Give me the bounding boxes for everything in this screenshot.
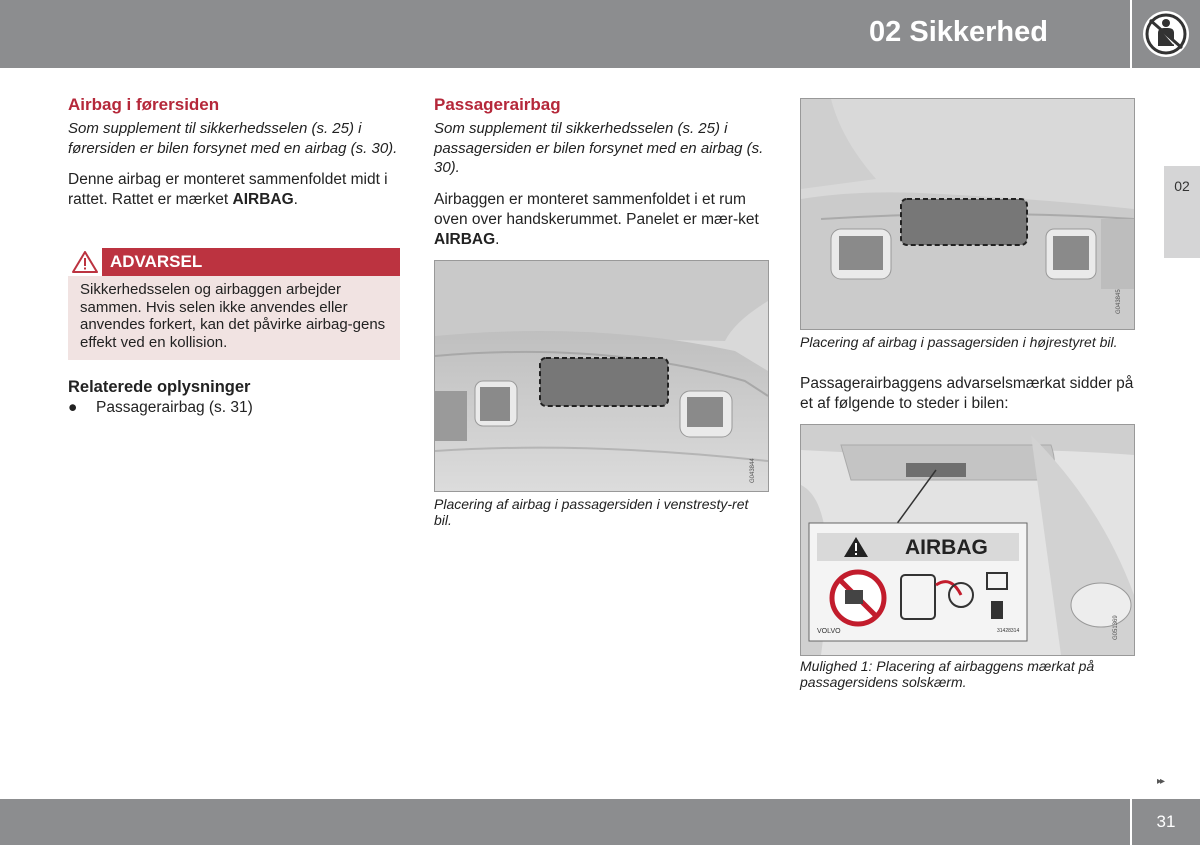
related-link-label[interactable]: Passagerairbag (s. 31) <box>96 399 253 416</box>
body-text-pre: Denne airbag er monteret sammenfoldet midt i rattet. Rattet er mærket <box>68 171 388 208</box>
warning-text: Sikkerhedsselen og airbaggen arbejder sammen. Hvis selen ikke anvendes eller anvendes forkert, kan det påvirke airbag-gens effekt ved en kollision. <box>80 281 386 351</box>
body-paragraph <box>434 190 768 250</box>
body-paragraph: Passagerairbaggens advarselsmærkat sidder på et af følgende to steder i bilen: <box>800 375 1134 412</box>
figure-right-hand-drive-dashboard <box>800 98 1135 330</box>
chapter-title: 02 Sikkerhed <box>869 16 1048 48</box>
continue-arrow-icon: ▸▸ <box>1157 776 1164 787</box>
section-heading-passenger-airbag: Passagerairbag <box>434 95 561 114</box>
figure-left-hand-drive-dashboard <box>434 260 769 492</box>
dashboard-illustration <box>801 99 1134 329</box>
middle-column <box>434 95 768 250</box>
section-heading-driver-airbag: Airbag i førersiden <box>68 95 220 114</box>
label-brand: VOLVO <box>817 628 841 635</box>
intro-text: Som supplement til sikkerhedsselen (s. 25) i førersiden er bilen forsynet med en airbag (s. 30). <box>68 120 398 157</box>
body-text-post: . <box>293 191 298 208</box>
chapter-side-tab[interactable]: 02 <box>1164 166 1200 258</box>
warning-box <box>68 248 400 360</box>
warning-header <box>68 248 400 276</box>
intro-text: Som supplement til sikkerhedsselen (s. 25) i passagersiden er bilen forsynet med en airbag (s. 30). <box>434 120 764 176</box>
label-part-number: 31428314 <box>997 628 1020 634</box>
body-bold-airbag: AIRBAG <box>434 230 496 248</box>
dashboard-illustration <box>435 261 768 491</box>
page-number: 31 <box>1132 799 1200 845</box>
seatbelt-person-icon <box>1140 8 1192 60</box>
bullet-icon: ● <box>68 399 78 416</box>
chapter-icon-box <box>1132 0 1200 68</box>
figure-sunvisor-label <box>800 424 1135 656</box>
chapter-header <box>0 0 1130 68</box>
related-info-item[interactable] <box>68 399 253 417</box>
figure-caption: Mulighed 1: Placering af airbaggens mærkat på passagersidens solskærm. <box>800 658 1095 690</box>
body-text-pre: Airbaggen er monteret sammenfoldet i et rum oven over handskerummet. Panelet er mær-ket <box>434 190 759 228</box>
figure-caption: Placering af airbag i passagersiden i højrestyret bil. <box>800 334 1118 350</box>
body-paragraph <box>68 170 402 210</box>
related-info-heading: Relaterede oplysninger <box>68 378 251 396</box>
warning-title: ADVARSEL <box>110 252 203 271</box>
figure-caption: Placering af airbag i passagersiden i venstresty-ret bil. <box>434 496 749 528</box>
page-footer <box>0 799 1130 845</box>
body-bold-airbag: AIRBAG <box>232 191 294 208</box>
warning-triangle-icon <box>68 248 102 276</box>
figure-code: G043844 <box>750 458 756 483</box>
figure-code: G043845 <box>1116 289 1122 314</box>
figure-code: G051369 <box>1113 615 1119 640</box>
body-text-post: . <box>495 230 500 248</box>
airbag-label-title: AIRBAG <box>905 536 988 559</box>
left-column <box>68 95 402 210</box>
